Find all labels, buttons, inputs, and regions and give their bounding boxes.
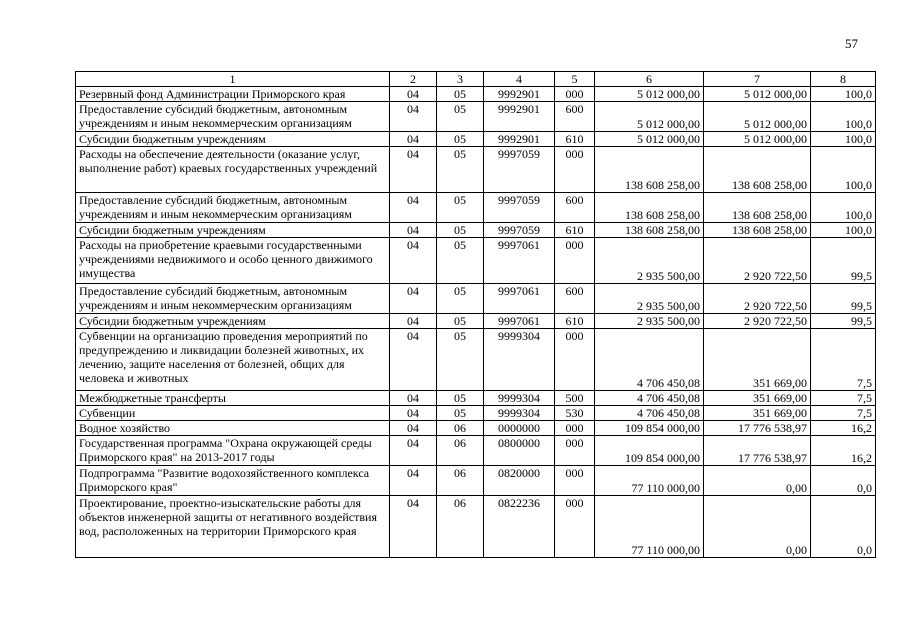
expense-name-cell: Предоставление субсидий бюджетным, автономным учреждениям и иным некоммерческим организациям	[76, 102, 390, 132]
section-code-cell: 04	[390, 238, 437, 284]
planned-amount-cell: 5 012 000,00	[595, 132, 704, 147]
target-article-cell: 9997061	[484, 238, 555, 284]
subsection-code-cell: 05	[437, 238, 484, 284]
actual-amount-cell: 351 669,00	[704, 329, 811, 391]
expense-type-cell: 610	[555, 223, 595, 238]
expense-type-cell: 000	[555, 238, 595, 284]
actual-amount-cell: 138 608 258,00	[704, 223, 811, 238]
table-row	[76, 147, 876, 193]
section-code-cell: 04	[390, 391, 437, 406]
table-row	[76, 496, 876, 558]
section-code-cell: 04	[390, 421, 437, 436]
subsection-code-cell: 05	[437, 223, 484, 238]
actual-amount-cell: 351 669,00	[704, 406, 811, 421]
planned-amount-cell: 109 854 000,00	[595, 436, 704, 466]
target-article-cell: 9999304	[484, 329, 555, 391]
table-row	[76, 436, 876, 466]
execution-percent-cell: 100,0	[811, 193, 876, 223]
subsection-code-cell: 05	[437, 329, 484, 391]
target-article-cell: 9997061	[484, 314, 555, 329]
execution-percent-cell: 0,0	[811, 466, 876, 496]
planned-amount-cell: 77 110 000,00	[595, 466, 704, 496]
expense-name-cell: Водное хозяйство	[76, 421, 390, 436]
planned-amount-cell: 138 608 258,00	[595, 147, 704, 193]
execution-percent-cell: 100,0	[811, 132, 876, 147]
subsection-code-cell: 06	[437, 496, 484, 558]
planned-amount-cell: 138 608 258,00	[595, 193, 704, 223]
table-row	[76, 329, 876, 391]
actual-amount-cell: 17 776 538,97	[704, 421, 811, 436]
expense-type-cell: 000	[555, 436, 595, 466]
section-code-cell: 04	[390, 223, 437, 238]
actual-amount-cell: 5 012 000,00	[704, 102, 811, 132]
subsection-code-cell: 05	[437, 87, 484, 102]
table-row	[76, 102, 876, 132]
expense-name-cell: Проектирование, проектно-изыскательские работы для объектов инженерной защиты от негативного воздействия вод, расположенных на территории Приморского края	[76, 496, 390, 558]
execution-percent-cell: 100,0	[811, 147, 876, 193]
subsection-code-cell: 06	[437, 466, 484, 496]
planned-amount-cell: 4 706 450,08	[595, 329, 704, 391]
section-code-cell: 04	[390, 147, 437, 193]
header-cell: 2	[390, 72, 437, 87]
execution-percent-cell: 16,2	[811, 421, 876, 436]
expense-type-cell: 500	[555, 391, 595, 406]
execution-percent-cell: 7,5	[811, 329, 876, 391]
section-code-cell: 04	[390, 87, 437, 102]
actual-amount-cell: 2 920 722,50	[704, 314, 811, 329]
target-article-cell: 9997059	[484, 223, 555, 238]
actual-amount-cell: 2 920 722,50	[704, 238, 811, 284]
target-article-cell: 9997059	[484, 193, 555, 223]
expense-type-cell: 600	[555, 102, 595, 132]
table-body	[76, 72, 876, 558]
header-cell: 3	[437, 72, 484, 87]
actual-amount-cell: 5 012 000,00	[704, 132, 811, 147]
section-code-cell: 04	[390, 496, 437, 558]
subsection-code-cell: 05	[437, 314, 484, 329]
expense-type-cell: 000	[555, 496, 595, 558]
expense-type-cell: 610	[555, 132, 595, 147]
header-cell: 7	[704, 72, 811, 87]
expense-type-cell: 000	[555, 466, 595, 496]
subsection-code-cell: 06	[437, 421, 484, 436]
expense-type-cell: 000	[555, 421, 595, 436]
execution-percent-cell: 100,0	[811, 87, 876, 102]
header-cell: 4	[484, 72, 555, 87]
table-row	[76, 314, 876, 329]
actual-amount-cell: 138 608 258,00	[704, 193, 811, 223]
planned-amount-cell: 4 706 450,08	[595, 391, 704, 406]
section-code-cell: 04	[390, 329, 437, 391]
expense-name-cell: Субсидии бюджетным учреждениям	[76, 132, 390, 147]
subsection-code-cell: 05	[437, 193, 484, 223]
expense-name-cell: Субсидии бюджетным учреждениям	[76, 223, 390, 238]
subsection-code-cell: 05	[437, 284, 484, 314]
planned-amount-cell: 2 935 500,00	[595, 314, 704, 329]
execution-percent-cell: 7,5	[811, 391, 876, 406]
section-code-cell: 04	[390, 436, 437, 466]
actual-amount-cell: 17 776 538,97	[704, 436, 811, 466]
section-code-cell: 04	[390, 314, 437, 329]
table-row	[76, 421, 876, 436]
expense-name-cell: Государственная программа "Охрана окружающей среды Приморского края" на 2013-2017 годы	[76, 436, 390, 466]
expense-name-cell: Субсидии бюджетным учреждениям	[76, 314, 390, 329]
expense-name-cell: Субвенции	[76, 406, 390, 421]
table-row	[76, 466, 876, 496]
expense-name-cell: Расходы на обеспечение деятельности (оказание услуг, выполнение работ) краевых государственных учреждений	[76, 147, 390, 193]
target-article-cell: 0800000	[484, 436, 555, 466]
section-code-cell: 04	[390, 466, 437, 496]
expense-type-cell: 600	[555, 284, 595, 314]
target-article-cell: 0822236	[484, 496, 555, 558]
actual-amount-cell: 0,00	[704, 496, 811, 558]
execution-percent-cell: 7,5	[811, 406, 876, 421]
expense-name-cell: Предоставление субсидий бюджетным, автономным учреждениям и иным некоммерческим организациям	[76, 284, 390, 314]
subsection-code-cell: 05	[437, 147, 484, 193]
planned-amount-cell: 4 706 450,08	[595, 406, 704, 421]
section-code-cell: 04	[390, 132, 437, 147]
actual-amount-cell: 5 012 000,00	[704, 87, 811, 102]
expense-type-cell: 530	[555, 406, 595, 421]
actual-amount-cell: 0,00	[704, 466, 811, 496]
table-row	[76, 391, 876, 406]
target-article-cell: 9999304	[484, 406, 555, 421]
table-row	[76, 132, 876, 147]
planned-amount-cell: 138 608 258,00	[595, 223, 704, 238]
expense-name-cell: Межбюджетные трансферты	[76, 391, 390, 406]
actual-amount-cell: 138 608 258,00	[704, 147, 811, 193]
header-cell: 5	[555, 72, 595, 87]
section-code-cell: 04	[390, 102, 437, 132]
expense-name-cell: Субвенции на организацию проведения мероприятий по предупреждению и ликвидации болезней животных, их лечению, защите населения от болезней, общих для человека и животных	[76, 329, 390, 391]
subsection-code-cell: 05	[437, 391, 484, 406]
expense-type-cell: 000	[555, 87, 595, 102]
header-cell: 6	[595, 72, 704, 87]
section-code-cell: 04	[390, 193, 437, 223]
expense-name-cell: Расходы на приобретение краевыми государственными учреждениями недвижимого и особо ценного движимого имущества	[76, 238, 390, 284]
planned-amount-cell: 5 012 000,00	[595, 87, 704, 102]
target-article-cell: 0820000	[484, 466, 555, 496]
subsection-code-cell: 05	[437, 132, 484, 147]
expense-name-cell: Резервный фонд Администрации Приморского края	[76, 87, 390, 102]
execution-percent-cell: 99,5	[811, 314, 876, 329]
expense-name-cell: Предоставление субсидий бюджетным, автономным учреждениям и иным некоммерческим организациям	[76, 193, 390, 223]
actual-amount-cell: 2 920 722,50	[704, 284, 811, 314]
expense-type-cell: 600	[555, 193, 595, 223]
execution-percent-cell: 100,0	[811, 223, 876, 238]
target-article-cell: 9999304	[484, 391, 555, 406]
planned-amount-cell: 2 935 500,00	[595, 238, 704, 284]
target-article-cell: 0000000	[484, 421, 555, 436]
header-cell: 1	[76, 72, 390, 87]
expense-name-cell: Подпрограмма "Развитие водохозяйственного комплекса Приморского края"	[76, 466, 390, 496]
actual-amount-cell: 351 669,00	[704, 391, 811, 406]
planned-amount-cell: 2 935 500,00	[595, 284, 704, 314]
section-code-cell: 04	[390, 406, 437, 421]
target-article-cell: 9997061	[484, 284, 555, 314]
planned-amount-cell: 109 854 000,00	[595, 421, 704, 436]
target-article-cell: 9992901	[484, 102, 555, 132]
subsection-code-cell: 05	[437, 102, 484, 132]
table-row	[76, 87, 876, 102]
planned-amount-cell: 5 012 000,00	[595, 102, 704, 132]
execution-percent-cell: 99,5	[811, 238, 876, 284]
table-row	[76, 223, 876, 238]
table-row	[76, 284, 876, 314]
expense-type-cell: 000	[555, 147, 595, 193]
target-article-cell: 9997059	[484, 147, 555, 193]
header-row	[76, 72, 876, 87]
execution-percent-cell: 16,2	[811, 436, 876, 466]
planned-amount-cell: 77 110 000,00	[595, 496, 704, 558]
execution-percent-cell: 99,5	[811, 284, 876, 314]
subsection-code-cell: 06	[437, 436, 484, 466]
subsection-code-cell: 05	[437, 406, 484, 421]
budget-table	[75, 71, 876, 558]
table-row	[76, 406, 876, 421]
target-article-cell: 9992901	[484, 87, 555, 102]
table-row	[76, 238, 876, 284]
expense-type-cell: 000	[555, 329, 595, 391]
section-code-cell: 04	[390, 284, 437, 314]
table-row	[76, 193, 876, 223]
page-number: 57	[845, 36, 858, 51]
execution-percent-cell: 100,0	[811, 102, 876, 132]
expense-type-cell: 610	[555, 314, 595, 329]
target-article-cell: 9992901	[484, 132, 555, 147]
header-cell: 8	[811, 72, 876, 87]
execution-percent-cell: 0,0	[811, 496, 876, 558]
